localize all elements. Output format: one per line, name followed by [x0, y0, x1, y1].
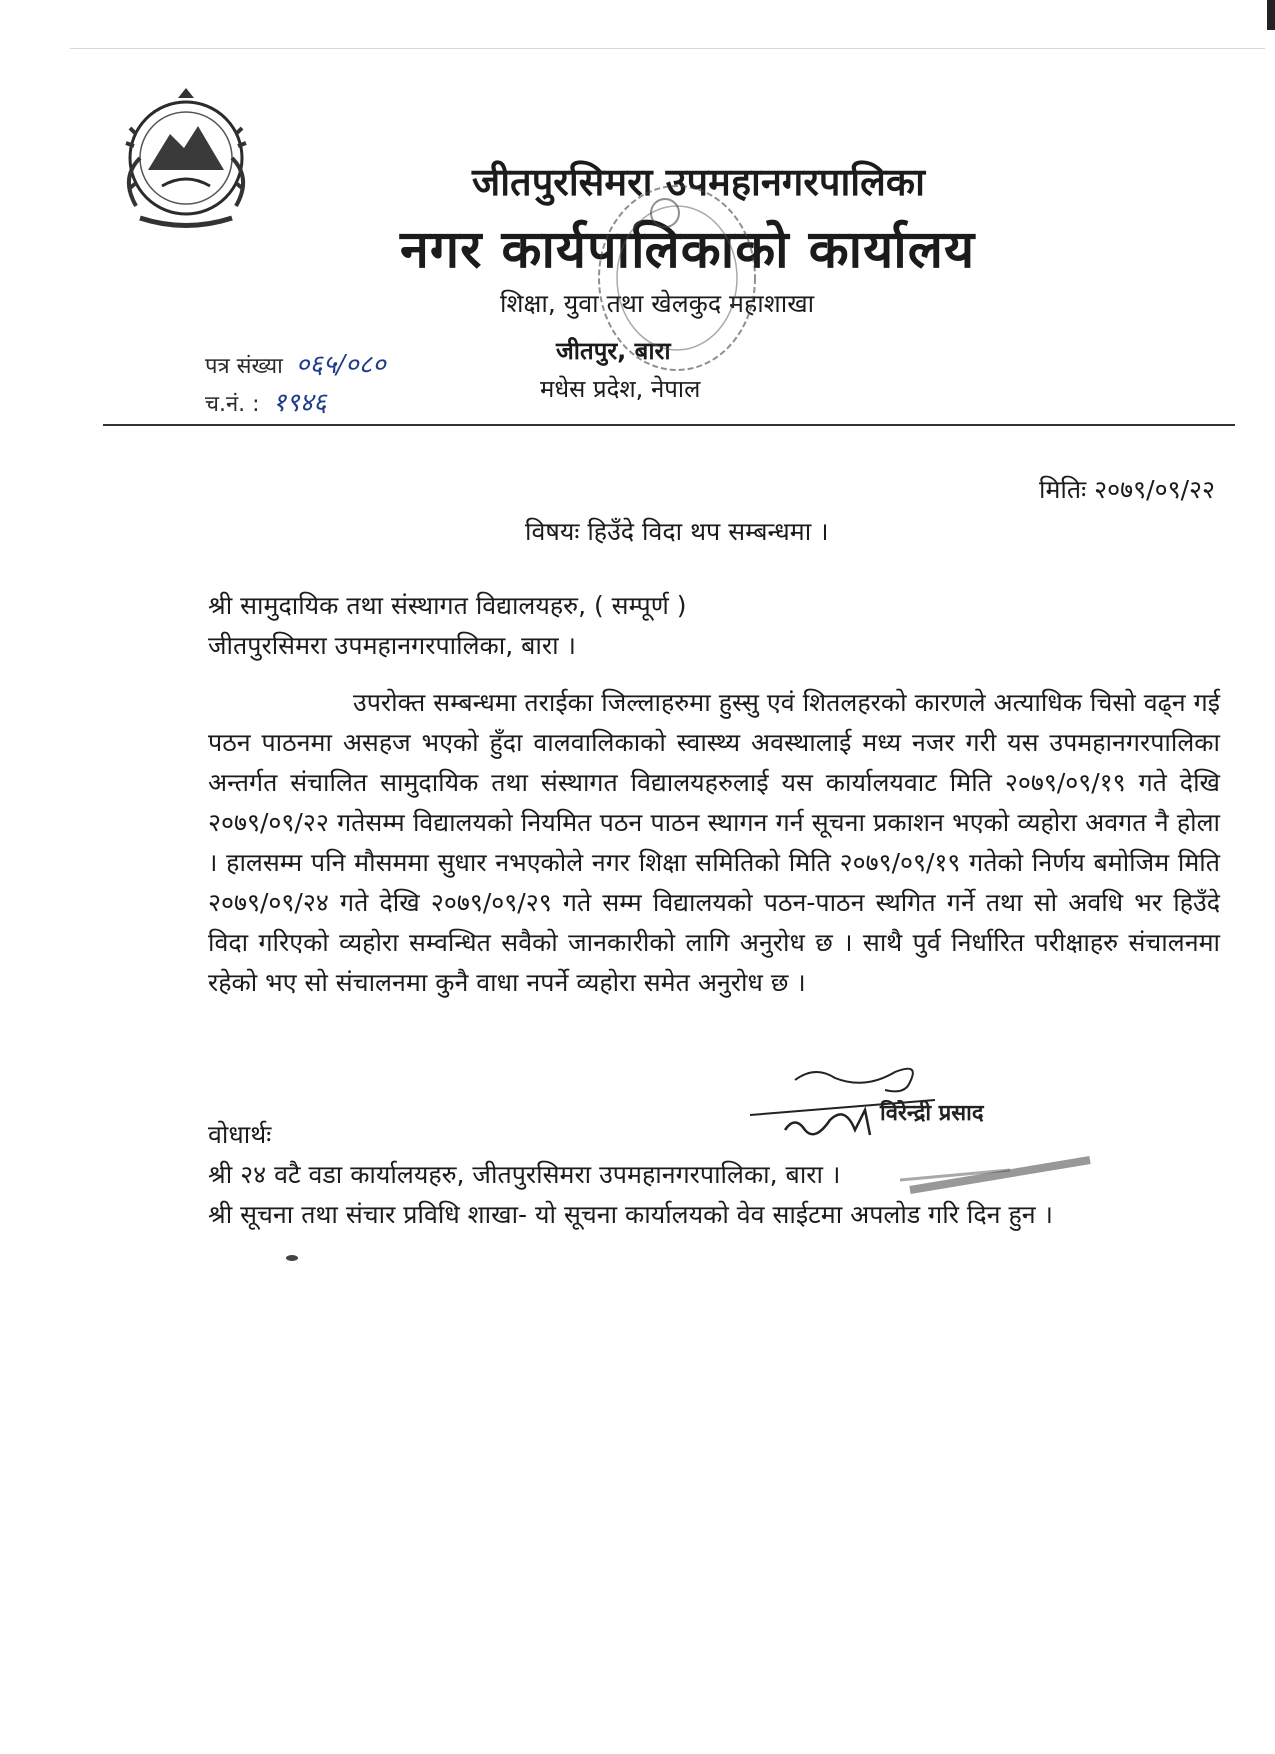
approval-stamp — [890, 1140, 1100, 1200]
province-country: मधेस प्रदेश, नेपाल — [540, 375, 701, 403]
dispatch-number — [205, 383, 327, 419]
scan-edge-mark — [1267, 0, 1275, 30]
cc-item: श्री सूचना तथा संचार प्रविधि शाखा- यो सूचना कार्यालयको वेव साईटमा अपलोड गरि दिन हुन । — [208, 1200, 1054, 1229]
letter-date: मितिः २०७९/०९/२२ — [1039, 475, 1215, 504]
division-name: शिक्षा, युवा तथा खेलकुद महाशाखा — [500, 289, 815, 318]
addressee-line-1: श्री सामुदायिक तथा संस्थागत विद्यालयहरु, ( सम्पूर्ण ) — [208, 591, 687, 620]
letter-body: उपरोक्त सम्बन्धमा तराईका जिल्लाहरुमा हुस्सु एवं शितलहरको कारणले अत्याधिक चिसो वढ्न गई पठन पाठनमा असहज भएको हुँदा वालवालिकाको स्वास्थ्य अवस्थालाई मध्य नजर गरी यस उपमहानगरपालिका अन्तर्गत संचालित सामुदायिक तथा संस्थागत विद्यालयहरुलाई यस कार्यालयवाट मिति २०७९/०९/१९ गते देखि २०७९/०९/२२ गतेसम्म विद्यालयको नियमित पठन पाठन स्थागन गर्न सूचना प्रकाशन भएको व्यहोरा अवगत नै होला । हालसम्म पनि मौसममा सुधार नभएकोले नगर शिक्षा समितिको मिति २०७९/०९/१९ गतेको निर्णय बमोजिम मिति २०७९/०९/२४ गते देखि २०७९/०९/२९ गते सम्म विद्यालयको पठन-पाठन स्थगित गर्ने तथा सो अवधि भर हिउँदे विदा गरिएको व्यहोरा सम्वन्धित सवैको जानकारीको लागि अनुरोध छ । साथै पुर्व निर्धारित परीक्षाहरु संचालनमा रहेको भए सो संचालनमा कुनै वाधा नपर्ने व्यहोरा समेत अनुरोध छ । — [208, 688, 1220, 997]
office-name: नगर कार्यपालिकाको कार्यालय — [400, 220, 976, 280]
cc-item: श्री २४ वटै वडा कार्यालयहरु, जीतपुरसिमरा उपमहानगरपालिका, बारा । — [208, 1160, 841, 1189]
nepal-emblem-icon — [100, 88, 272, 238]
municipality-name: जीतपुरसिमरा उपमहानगरपालिका — [472, 160, 925, 204]
cc-label: वोधार्थः — [208, 1120, 272, 1149]
office-seal-stamp — [590, 178, 765, 383]
letter-number-value: ०६५/०८० — [295, 350, 386, 380]
dispatch-number-label: च.नं. : — [205, 392, 260, 417]
office-location: जीतपुर, बारा — [556, 337, 671, 365]
header-divider — [103, 424, 1235, 426]
letter-number — [205, 345, 386, 381]
scan-speck — [286, 1255, 298, 1261]
letter-subject: विषयः हिउँदे विदा थप सम्बन्धमा । — [525, 517, 829, 546]
scan-top-rule — [70, 48, 1265, 49]
signatory-name-stamp: विरेन्द्री प्रसाद — [880, 1101, 984, 1126]
addressee-line-2: जीतपुरसिमरा उपमहानगरपालिका, बारा । — [208, 631, 576, 660]
letter-number-label: पत्र संख्या — [205, 354, 283, 379]
dispatch-number-value: १९४६ — [272, 388, 327, 418]
